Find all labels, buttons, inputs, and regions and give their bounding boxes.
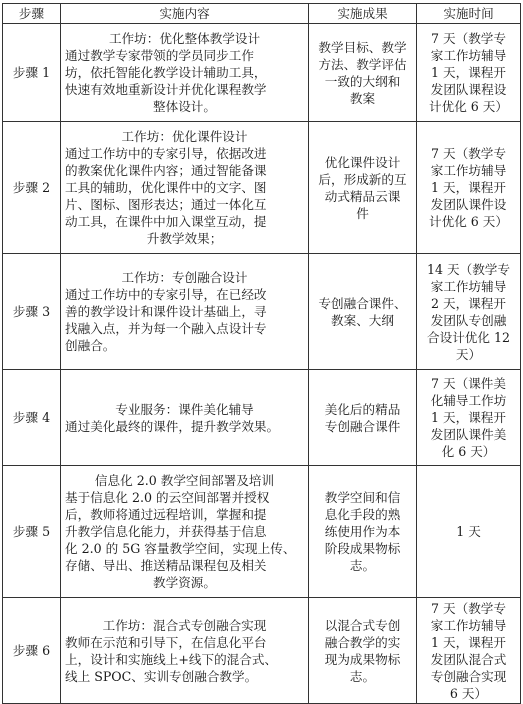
content-line: 找融入点，并为每一个融入点设计专 — [65, 321, 267, 336]
time-line: 1 天，课程开 — [431, 634, 506, 650]
result-line: 息化手段的熟 — [324, 507, 401, 522]
result-line: 志。 — [349, 668, 376, 684]
time-line: 1 天 — [456, 524, 481, 539]
content-title: 专业服务：课件美化辅导 — [115, 401, 254, 417]
content-line: 片、图标、图形表达；通过一体化互 — [65, 197, 267, 212]
content-line: 工具的辅助，优化课件中的文字、图 — [65, 180, 267, 195]
result-line: 专创融合课件、 — [318, 295, 407, 311]
content-title: 信息化 2.0 教学空间部署及培训 — [94, 473, 275, 488]
content-line: 整体设计。 — [153, 99, 216, 114]
step-cell: 步骤 3 — [3, 254, 61, 370]
header-result: 实施成果 — [309, 4, 417, 24]
time-cell — [417, 122, 521, 254]
time-line: 7 天（教学专 — [431, 31, 506, 46]
result-line: 件 — [356, 205, 369, 221]
result-line: 教学空间和信 — [324, 490, 401, 505]
time-line: 发团队混合式 — [430, 651, 507, 667]
time-cell — [417, 598, 521, 704]
table-row — [3, 598, 521, 704]
table-header-row — [3, 4, 521, 24]
time-line: 家工作坊辅导 — [430, 278, 507, 294]
time-line: 计优化 6 天） — [429, 214, 508, 229]
content-line: 基于信息化 2.0 的云空间部署并授权 — [65, 490, 270, 505]
result-line: 教案、大纲 — [331, 312, 394, 328]
time-cell — [417, 24, 521, 122]
content-line: 教师在示范和引导下，在信息化平台 — [65, 634, 267, 650]
time-line: 家工作坊辅导 — [430, 163, 507, 178]
content-cell — [61, 466, 309, 598]
time-line: 1 天，课程开 — [431, 65, 506, 80]
table-row — [3, 24, 521, 122]
result-line: 动式精品云课 — [324, 188, 401, 204]
time-line: 6 天） — [449, 685, 488, 701]
result-line: 融合教学的实 — [324, 634, 401, 650]
result-line: 现为成果物标 — [324, 651, 401, 667]
time-line: 计优化 6 天） — [429, 99, 508, 114]
content-line: 教学资源。 — [153, 575, 216, 590]
result-line: 后，形成新的互 — [318, 171, 407, 187]
step-cell: 步骤 1 — [3, 24, 61, 122]
result-line: 阶段成果物标 — [324, 541, 401, 556]
content-line: 快速有效地重新设计并优化课程教学 — [65, 82, 267, 97]
content-cell — [61, 598, 309, 704]
content-line: 存储、导出、推送精品课程包及相关 — [65, 558, 267, 573]
result-line: 专创融合课件 — [324, 418, 401, 434]
step-cell: 步骤 6 — [3, 598, 61, 704]
content-line: 线上 SPOC、实训专创融合教学。 — [65, 668, 258, 684]
result-line: 方法、教学评估 — [318, 56, 407, 72]
content-line: 上，设计和实施线上+线下的混合式、 — [65, 651, 278, 667]
time-line: 化辅导工作坊 — [430, 393, 507, 408]
content-line: 通过工作坊中的专家引导，在已经改 — [65, 287, 267, 302]
content-line: 升教学效果； — [146, 231, 223, 246]
result-cell — [309, 598, 417, 704]
content-line: 创融合。 — [65, 338, 116, 353]
content-title: 工作坊：混合式专创融合实现 — [102, 617, 267, 633]
time-cell — [417, 254, 521, 370]
content-line: 化 2.0 的 5G 容量教学空间，实现上传、 — [65, 541, 296, 556]
time-line: 家工作坊辅导 — [430, 617, 507, 633]
time-line: 2 天，课程开 — [431, 295, 506, 311]
time-line: 合设计优化 12 — [427, 329, 510, 345]
result-cell — [309, 254, 417, 370]
content-title: 工作坊：优化整体教学设计 — [108, 31, 261, 46]
time-line: 7 天（教学专 — [431, 146, 506, 161]
result-cell — [309, 370, 417, 466]
table-row — [3, 254, 521, 370]
content-line: 通过美化最终的课件，提升教学效果。 — [65, 418, 280, 434]
table-row — [3, 466, 521, 598]
header-time: 实施时间 — [417, 4, 521, 24]
result-line: 优化课件设计 — [324, 154, 401, 170]
time-line: 7 天（课件美 — [431, 376, 506, 391]
content-title: 工作坊：优化课件设计 — [121, 129, 248, 144]
content-title: 工作坊：专创融合设计 — [121, 270, 248, 285]
content-line: 善的教学设计和课件设计基础上，寻 — [65, 304, 267, 319]
time-line: 1 天，课程开 — [431, 410, 506, 425]
result-line: 志。 — [349, 558, 376, 573]
time-line: 14 天（教学专 — [427, 261, 510, 277]
time-line: 专创融合实现 — [430, 668, 507, 684]
time-line: 化 6 天） — [441, 444, 496, 459]
result-cell — [309, 24, 417, 122]
time-line: 发团队课件设 — [430, 197, 507, 212]
content-cell — [61, 254, 309, 370]
step-cell: 步骤 2 — [3, 122, 61, 254]
time-line: 家工作坊辅导 — [430, 48, 507, 63]
result-line: 教案 — [349, 90, 376, 106]
header-content: 实施内容 — [61, 4, 309, 24]
table-row — [3, 122, 521, 254]
content-cell — [61, 122, 309, 254]
time-line: 天） — [455, 346, 482, 362]
content-line: 的教案优化课件内容；通过智能备课 — [65, 163, 267, 178]
content-line: 通过教学专家带领的学员同步工作 — [65, 48, 254, 63]
time-cell — [417, 370, 521, 466]
content-line: 通过工作坊中的专家引导，依据改进 — [65, 146, 267, 161]
time-line: 发团队课件美 — [430, 427, 507, 442]
result-line: 以混合式专创 — [324, 617, 401, 633]
result-line: 美化后的精品 — [324, 401, 401, 417]
content-line: 动工具，在课件中加入课堂互动，提 — [65, 214, 267, 229]
table-row — [3, 370, 521, 466]
result-line: 练使用作为本 — [324, 524, 401, 539]
result-line: 教学目标、教学 — [318, 39, 407, 55]
step-cell: 步骤 5 — [3, 466, 61, 598]
time-line: 7 天（教学专 — [431, 600, 506, 616]
content-line: 升教学信息化能力，并获得基于信息 — [65, 524, 267, 539]
content-line: 坊，依托智能化教学设计辅助工具， — [65, 65, 267, 80]
time-line: 发团队课程设 — [430, 82, 507, 97]
time-cell — [417, 466, 521, 598]
content-cell — [61, 24, 309, 122]
content-cell — [61, 370, 309, 466]
step-cell: 步骤 4 — [3, 370, 61, 466]
implementation-table — [2, 3, 521, 704]
result-line: 一致的大纲和 — [324, 73, 401, 89]
result-cell — [309, 466, 417, 598]
time-line: 1 天，课程开 — [431, 180, 506, 195]
result-cell — [309, 122, 417, 254]
content-line: 后，教师将通过远程培训，掌握和提 — [65, 507, 267, 522]
header-step: 步骤 — [3, 4, 61, 24]
time-line: 发团队专创融 — [430, 312, 507, 328]
